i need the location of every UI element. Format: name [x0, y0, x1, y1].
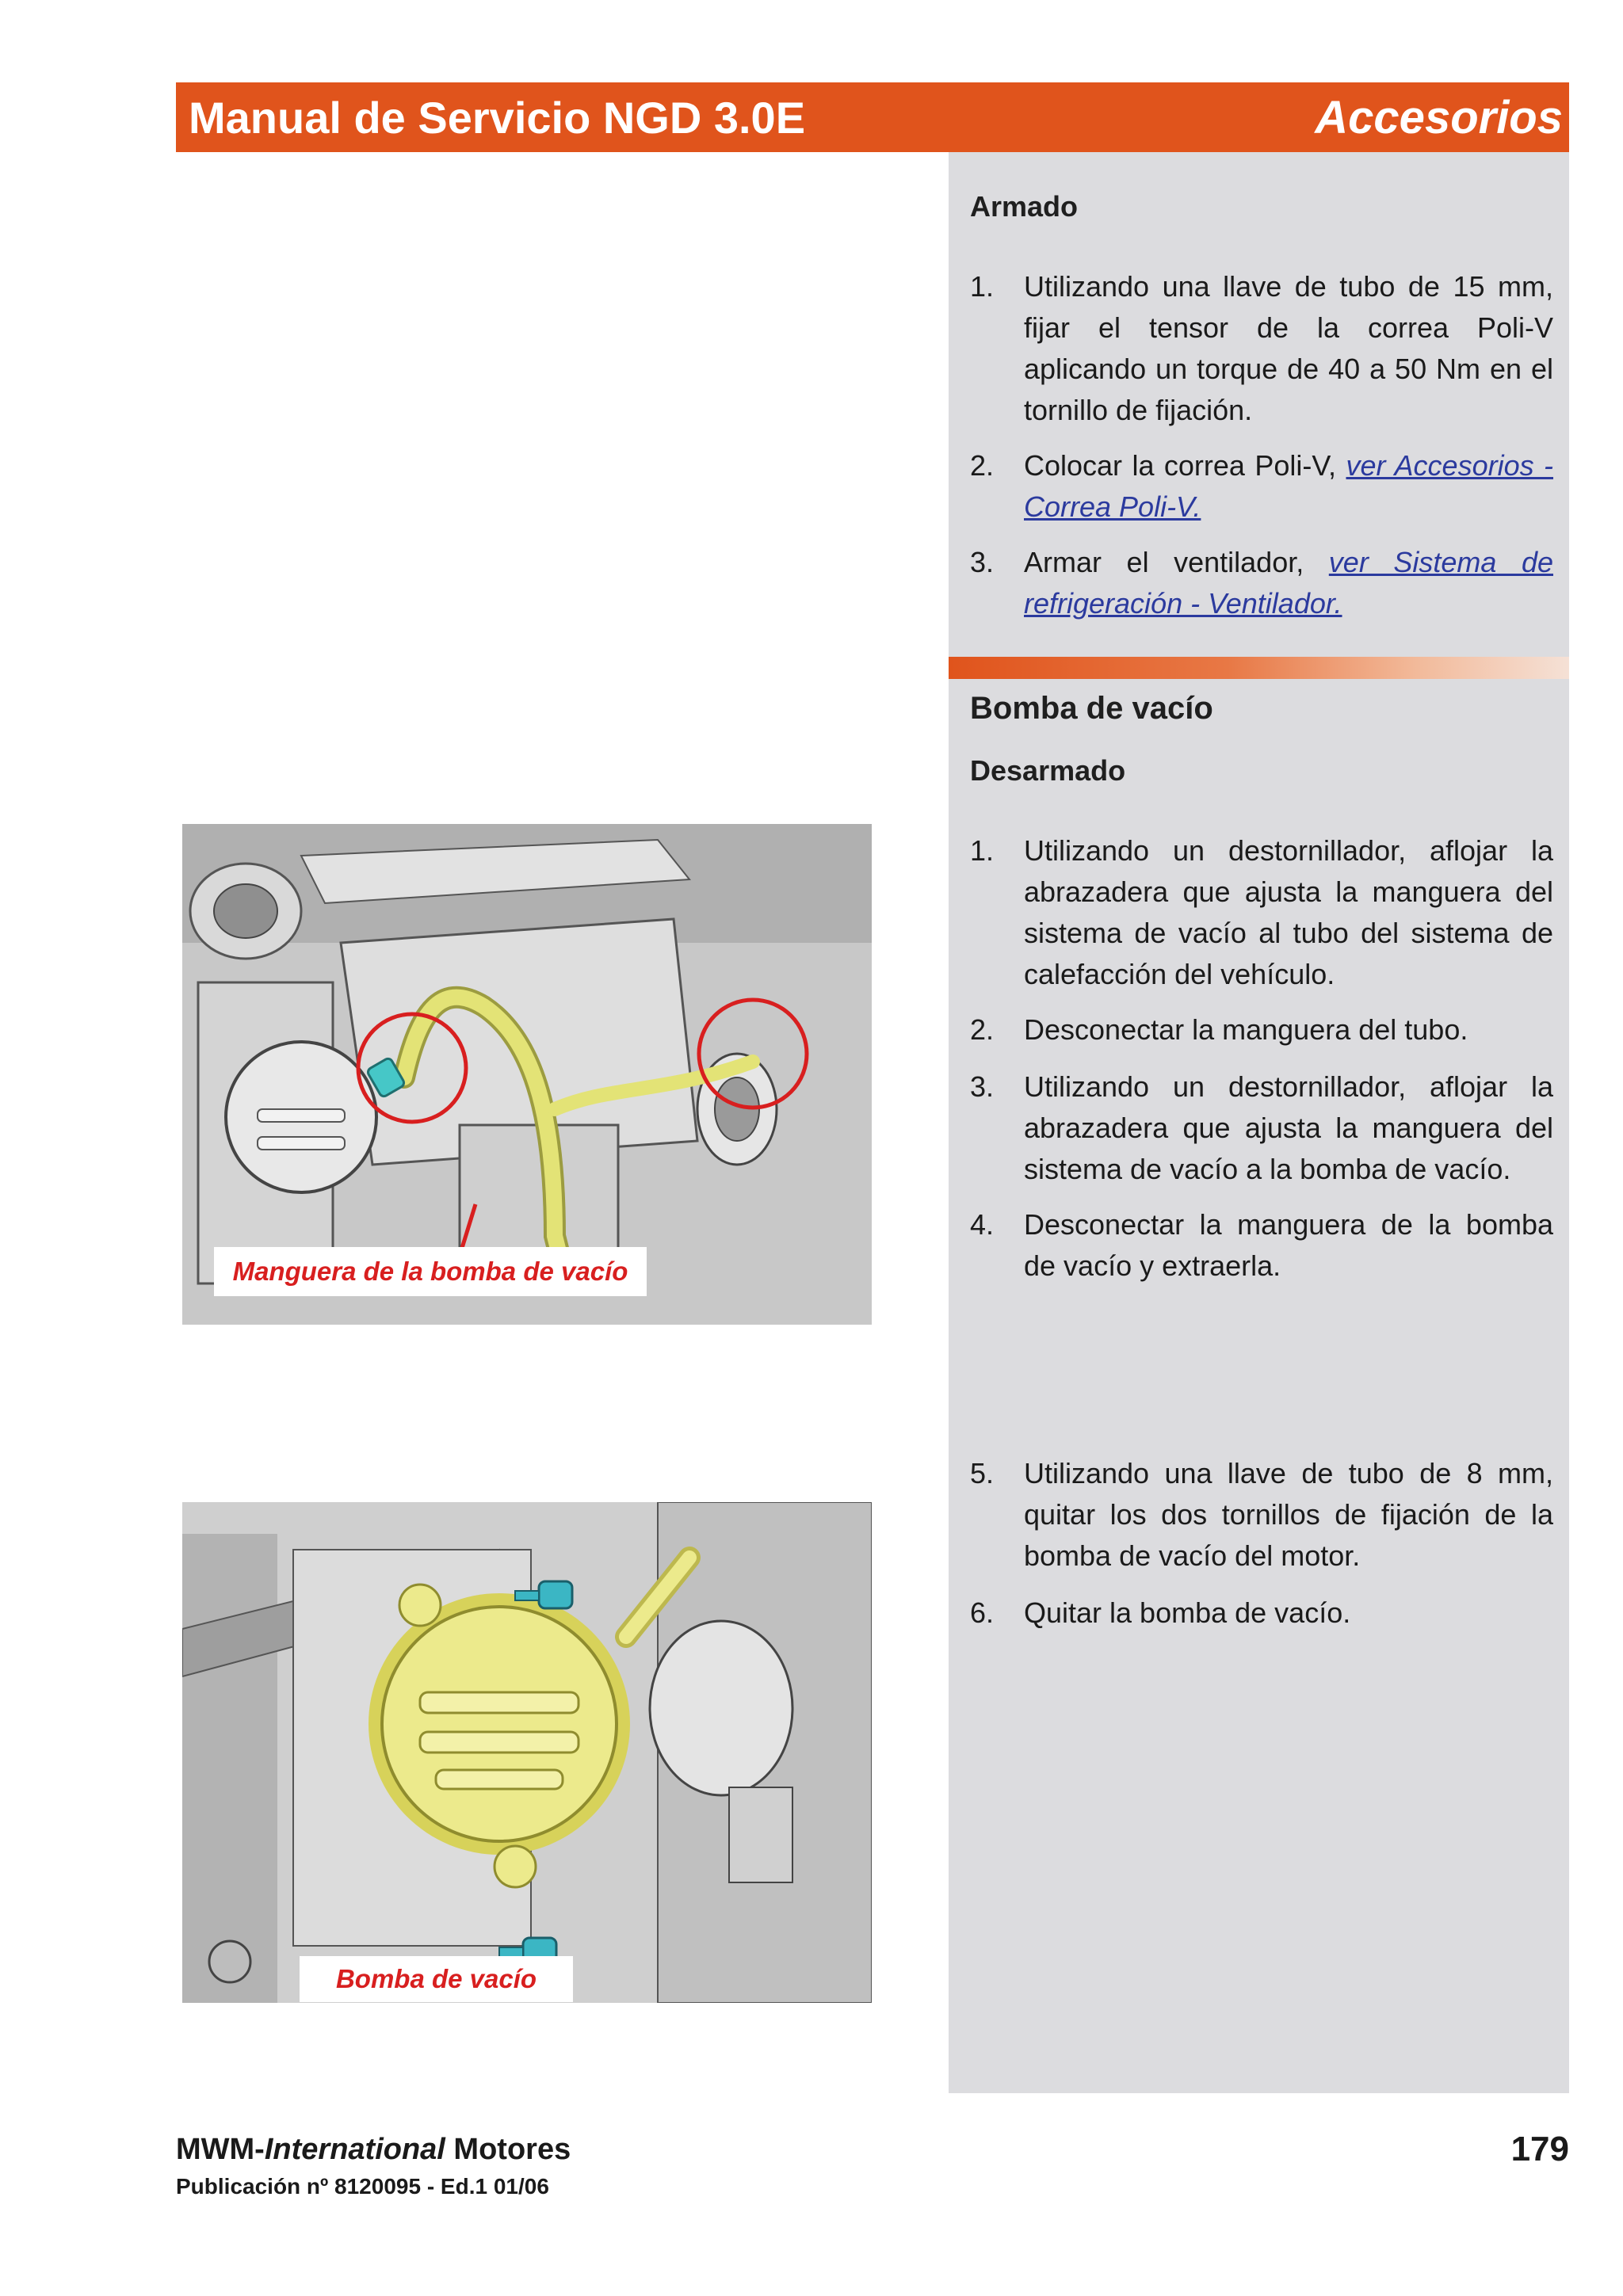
step-text: Quitar la bomba de vacío.	[1024, 1596, 1351, 1629]
step-number: 1.	[970, 834, 995, 867]
step-text: Utilizando una llave de tubo de 15 mm, fijar el tensor de la correa Poli-V aplicando un torque de 40 a 50 Nm en el tornillo de fijación.	[1024, 270, 1553, 426]
step-number: 2.	[970, 449, 995, 482]
bomba-step-5	[970, 1453, 1553, 1577]
step-number: 1.	[970, 270, 995, 303]
bomba-step-3	[970, 1066, 1553, 1190]
bomba-heading: Bomba de vacío	[970, 691, 1213, 726]
step-text: Armar el ventilador,	[1024, 546, 1329, 578]
step-text: Colocar la correa Poli-V,	[1024, 449, 1346, 482]
brand-prefix: MWM-	[176, 2133, 265, 2166]
footer-brand	[176, 2133, 571, 2167]
figure-vacuum-pump	[182, 1502, 872, 2003]
callout-vacuum-pump: Bomba de vacío	[300, 1956, 573, 2002]
step-text: Utilizando una llave de tubo de 8 mm, quitar los dos tornillos de fijación de la bomba de vacío del motor.	[1024, 1457, 1553, 1572]
step-number: 6.	[970, 1596, 995, 1629]
armado-step-3	[970, 542, 1553, 624]
step-number: 2.	[970, 1013, 995, 1046]
desarmado-heading: Desarmado	[970, 754, 1126, 787]
page-header	[176, 82, 1569, 152]
bomba-step-6	[970, 1592, 1553, 1634]
bomba-step-1	[970, 830, 1553, 995]
bomba-step-2	[970, 1009, 1553, 1051]
vacuum-pump-illustration	[182, 1502, 872, 2003]
bomba-step-4	[970, 1204, 1553, 1287]
step-number: 4.	[970, 1208, 995, 1241]
brand-italic: International	[264, 2133, 445, 2166]
callout-vacuum-hose: Manguera de la bomba de vacío	[214, 1247, 647, 1296]
link-ventilador[interactable]: ver Sistema de refrigeración - Ventilador.	[1024, 546, 1553, 620]
step-number: 5.	[970, 1457, 995, 1489]
step-text: Utilizando un destornillador, aflojar la abrazadera que ajusta la manguera del sistema de vacío a la bomba de vacío.	[1024, 1070, 1553, 1185]
step-text: Desconectar la manguera del tubo.	[1024, 1013, 1468, 1046]
page-number: 179	[1510, 2130, 1569, 2168]
step-text: Utilizando un destornillador, aflojar la abrazadera que ajusta la manguera del sistema de vacío al tubo del sistema de calefacción del vehículo.	[1024, 834, 1553, 990]
armado-step-2	[970, 445, 1553, 528]
section-divider	[949, 657, 1569, 679]
armado-heading: Armado	[970, 190, 1079, 223]
manual-title: Manual de Servicio NGD 3.0E	[189, 92, 806, 143]
step-number: 3.	[970, 1070, 995, 1103]
brand-suffix: Motores	[445, 2133, 571, 2166]
link-correa-poli-v[interactable]: ver Accesorios - Correa Poli-V.	[1024, 449, 1554, 523]
step-text: Desconectar la manguera de la bomba de vacío y extraerla.	[1024, 1208, 1553, 1282]
step-number: 3.	[970, 546, 995, 578]
armado-step-1	[970, 266, 1553, 431]
publication-number: Publicación nº 8120095 - Ed.1 01/06	[176, 2174, 549, 2199]
section-title: Accesorios	[1315, 91, 1563, 143]
